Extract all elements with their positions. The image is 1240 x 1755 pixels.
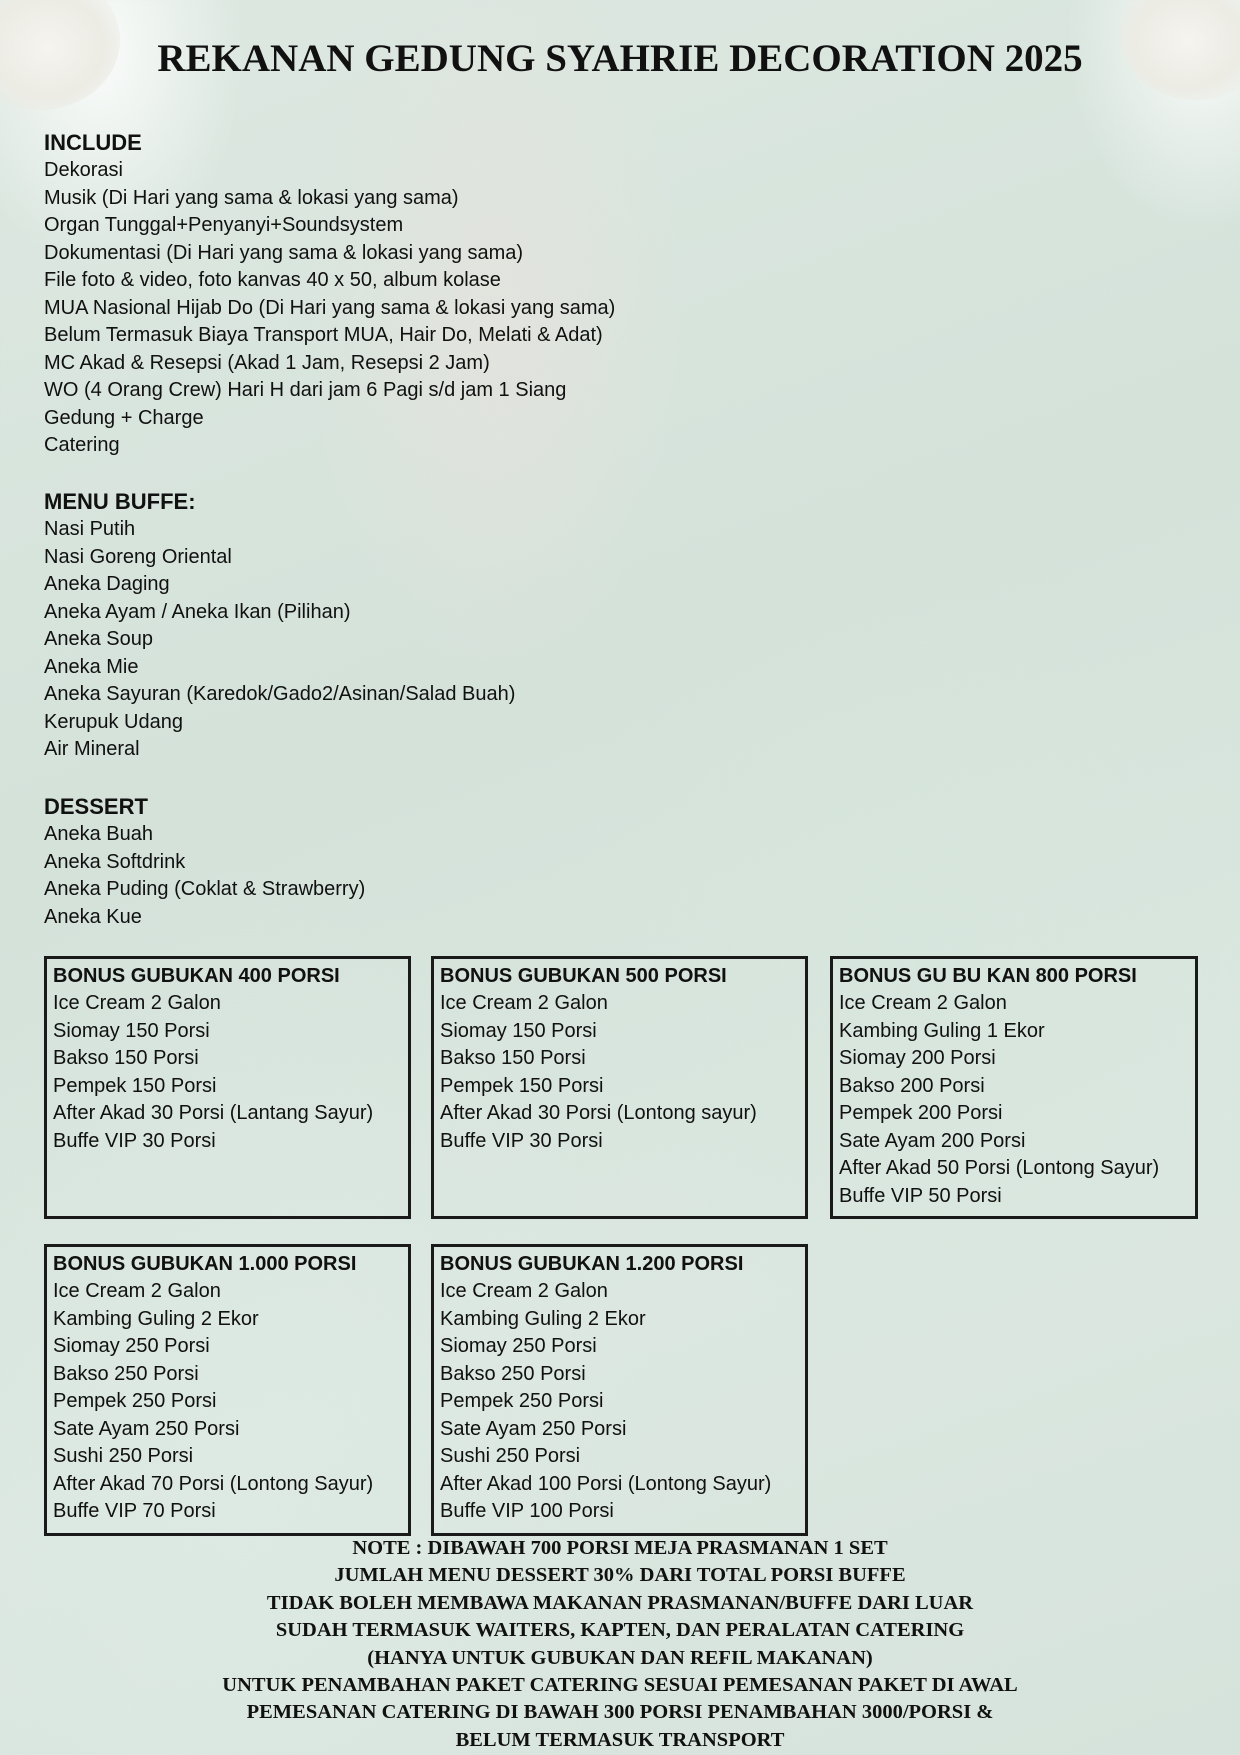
list-item: After Akad 70 Porsi (Lontong Sayur): [53, 1472, 374, 1495]
list-item: Bakso 200 Porsi: [839, 1074, 985, 1097]
list-item: Musik (Di Hari yang sama & lokasi yang sama): [44, 186, 459, 209]
dessert-section: [44, 793, 365, 931]
list-item: Pempek 200 Porsi: [839, 1102, 1003, 1124]
list-item: Aneka Ayam / Aneka Ikan (Pilihan): [44, 600, 351, 623]
list-item: WO (4 Orang Crew) Hari H dari jam 6 Pagi s/d jam 1 Siang: [44, 379, 567, 401]
bonus-heading: BONUS GUBUKAN 400 PORSI: [53, 965, 340, 987]
include-section: [44, 129, 615, 460]
list-item: Aneka Mie: [44, 655, 139, 678]
list-item: Aneka Puding (Coklat & Strawberry): [44, 878, 366, 900]
note-line: JUMLAH MENU DESSERT 30% DARI TOTAL PORSI BUFFE: [334, 1564, 906, 1587]
note-line: UNTUK PENAMBAHAN PAKET CATERING SESUAI PEMESANAN PAKET DI AWAL: [222, 1674, 1018, 1697]
list-item: Buffe VIP 30 Porsi: [440, 1129, 603, 1152]
list-item: Nasi Goreng Oriental: [44, 545, 232, 568]
list-item: Ice Cream 2 Galon: [440, 992, 608, 1014]
list-item: Buffe VIP 70 Porsi: [53, 1500, 216, 1522]
note-line: NOTE : DIBAWAH 700 PORSI MEJA PRASMANAN 1 SET: [352, 1537, 888, 1559]
list-item: Sushi 250 Porsi: [440, 1445, 581, 1467]
note-line: (HANYA UNTUK GUBUKAN DAN REFIL MAKANAN): [367, 1646, 873, 1669]
list-item: After Akad 100 Porsi (Lontong Sayur): [440, 1472, 772, 1495]
list-item: Air Mineral: [44, 738, 140, 760]
list-item: Kambing Guling 1 Ekor: [839, 1019, 1045, 1042]
list-item: Siomay 150 Porsi: [440, 1019, 597, 1042]
dessert-list: [44, 821, 365, 931]
list-item: File foto & video, foto kanvas 40 x 50, album kolase: [44, 269, 501, 291]
list-item: Aneka Soup: [44, 628, 153, 650]
dessert-heading: DESSERT: [44, 794, 148, 819]
include-list: [44, 157, 615, 460]
list-item: Belum Termasuk Biaya Transport MUA, Hair Do, Melati & Adat): [44, 324, 603, 346]
list-item: MC Akad & Resepsi (Akad 1 Jam, Resepsi 2 Jam): [44, 351, 490, 374]
list-item: Bakso 150 Porsi: [53, 1047, 199, 1069]
list-item: Catering: [44, 434, 120, 456]
bonus-list: [53, 1278, 402, 1526]
bonus-box-500: [431, 956, 808, 1219]
list-item: Pempek 150 Porsi: [53, 1074, 217, 1097]
list-item: Aneka Buah: [44, 823, 153, 845]
list-item: Gedung + Charge: [44, 406, 204, 429]
list-item: Kambing Guling 2 Ekor: [53, 1307, 259, 1330]
page-title: REKANAN GEDUNG SYAHRIE DECORATION 2025: [157, 37, 1083, 80]
bonus-box-400: [44, 956, 411, 1219]
note-line: BELUM TERMASUK TRANSPORT: [455, 1728, 785, 1751]
menu-heading: MENU BUFFE:: [44, 489, 196, 514]
list-item: Ice Cream 2 Galon: [440, 1280, 608, 1302]
bonus-heading: BONUS GUBUKAN 1.000 PORSI: [53, 1253, 357, 1275]
list-item: Organ Tunggal+Penyanyi+Soundsystem: [44, 214, 404, 236]
list-item: Ice Cream 2 Galon: [839, 992, 1007, 1014]
list-item: Ice Cream 2 Galon: [53, 1280, 221, 1302]
list-item: Ice Cream 2 Galon: [53, 992, 221, 1014]
list-item: After Akad 30 Porsi (Lantang Sayur): [53, 1102, 374, 1124]
bonus-list: [440, 1278, 799, 1526]
list-item: Bakso 150 Porsi: [440, 1047, 586, 1069]
menu-buffe-section: [44, 488, 515, 764]
list-item: Dekorasi: [44, 159, 123, 181]
list-item: Sate Ayam 250 Porsi: [440, 1417, 627, 1440]
list-item: Aneka Sayuran (Karedok/Gado2/Asinan/Salad Buah): [44, 683, 516, 705]
list-item: Pempek 250 Porsi: [440, 1390, 604, 1412]
list-item: Siomay 250 Porsi: [440, 1335, 597, 1357]
note-line: TIDAK BOLEH MEMBAWA MAKANAN PRASMANAN/BUFFE DARI LUAR: [266, 1591, 974, 1614]
note-line: PEMESANAN CATERING DI BAWAH 300 PORSI PENAMBAHAN 3000/PORSI &: [246, 1701, 994, 1724]
bonus-box-800: [830, 956, 1198, 1219]
bonus-heading: BONUS GUBUKAN 500 PORSI: [440, 965, 727, 987]
list-item: Sushi 250 Porsi: [53, 1445, 194, 1467]
include-heading: INCLUDE: [44, 130, 142, 155]
list-item: After Akad 30 Porsi (Lontong sayur): [440, 1102, 757, 1124]
list-item: Sate Ayam 200 Porsi: [839, 1129, 1026, 1152]
bonus-box-1000: [44, 1244, 411, 1536]
list-item: After Akad 50 Porsi (Lontong Sayur): [839, 1157, 1160, 1179]
list-item: Siomay 200 Porsi: [839, 1047, 996, 1069]
bonus-box-1200: [431, 1244, 808, 1536]
bonus-list: [839, 990, 1189, 1210]
list-item: Bakso 250 Porsi: [440, 1362, 586, 1385]
bonus-heading: BONUS GU BU KAN 800 PORSI: [839, 965, 1137, 987]
list-item: Buffe VIP 50 Porsi: [839, 1184, 1002, 1207]
note-line: SUDAH TERMASUK WAITERS, KAPTEN, DAN PERALATAN CATERING: [275, 1619, 965, 1642]
list-item: Pempek 250 Porsi: [53, 1390, 217, 1412]
list-item: Pempek 150 Porsi: [440, 1074, 604, 1097]
list-item: Buffe VIP 30 Porsi: [53, 1129, 216, 1152]
list-item: Aneka Kue: [44, 905, 142, 928]
bonus-list: [53, 990, 402, 1155]
list-item: Kerupuk Udang: [44, 710, 183, 733]
menu-list: [44, 516, 515, 764]
notes-block: [0, 1535, 1240, 1754]
list-item: Aneka Daging: [44, 573, 170, 595]
list-item: Siomay 150 Porsi: [53, 1019, 210, 1042]
list-item: Kambing Guling 2 Ekor: [440, 1307, 646, 1330]
list-item: Dokumentasi (Di Hari yang sama & lokasi yang sama): [44, 241, 524, 264]
list-item: MUA Nasional Hijab Do (Di Hari yang sama & lokasi yang sama): [44, 296, 616, 319]
bonus-list: [440, 990, 799, 1155]
list-item: Siomay 250 Porsi: [53, 1335, 210, 1357]
bonus-heading: BONUS GUBUKAN 1.200 PORSI: [440, 1253, 744, 1275]
list-item: Nasi Putih: [44, 518, 136, 540]
list-item: Sate Ayam 250 Porsi: [53, 1417, 240, 1440]
list-item: Buffe VIP 100 Porsi: [440, 1500, 614, 1522]
list-item: Aneka Softdrink: [44, 850, 186, 873]
list-item: Bakso 250 Porsi: [53, 1362, 199, 1385]
